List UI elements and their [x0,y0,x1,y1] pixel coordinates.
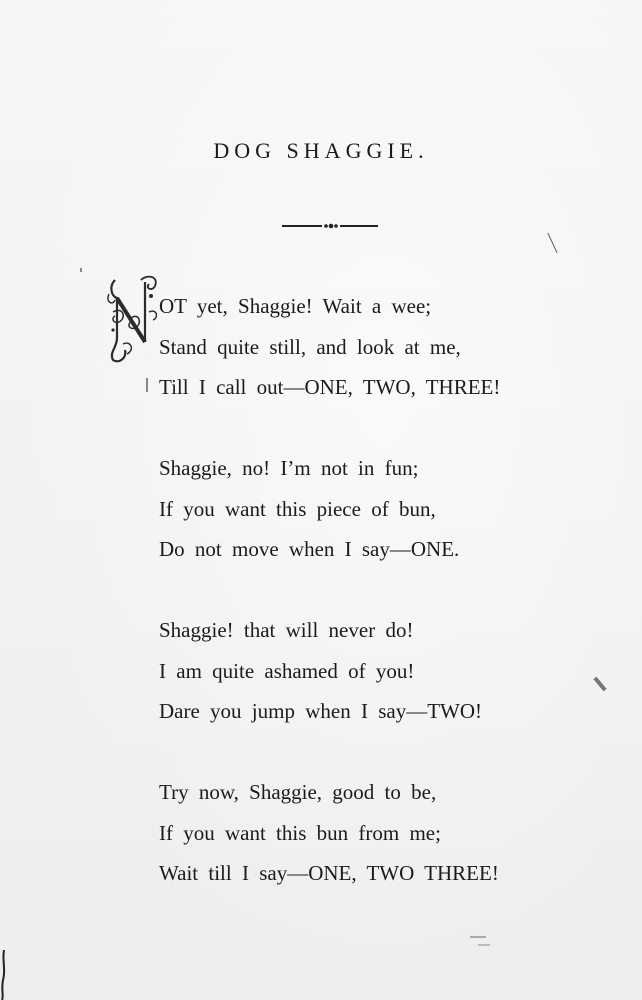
ornament-divider [282,220,378,232]
stanza-3 [159,610,579,732]
stanza-1 [159,286,579,408]
paper-speck [478,944,490,946]
poem-title: DOG SHAGGIE. [213,138,429,163]
poem-line: I am quite ashamed of you! [159,658,415,683]
poem-line: If you want this bun from me; [159,820,441,845]
poem-line: Wait till I say—ONE, TWO THREE! [159,861,499,885]
paper-speck [470,936,486,938]
poem-line: Try now, Shaggie, good to be, [159,780,437,804]
poem-line: OT yet, Shaggie! Wait a wee; [159,294,432,318]
paper-speck [593,677,606,692]
page-edge-mark [0,950,6,1000]
decorative-drop-cap [105,272,163,364]
poem-line: Dare you jump when I say—TWO! [159,699,482,723]
paper-speck [547,233,557,253]
stanza-2 [159,448,579,570]
poem-line: Shaggie! that will never do! [159,618,414,642]
poem-line: Stand quite still, and look at me, [159,334,461,359]
paper-speck [146,378,148,392]
poem-line: Till I call out—ONE, TWO, THREE! [159,375,501,399]
stanza-4 [159,772,579,894]
poem-line: Do not move when I say—ONE. [159,537,460,561]
poem-line: Shaggie, no! I’m not in fun; [159,456,419,480]
poem-line: If you want this piece of bun, [159,496,436,521]
paper-speck [80,268,82,272]
